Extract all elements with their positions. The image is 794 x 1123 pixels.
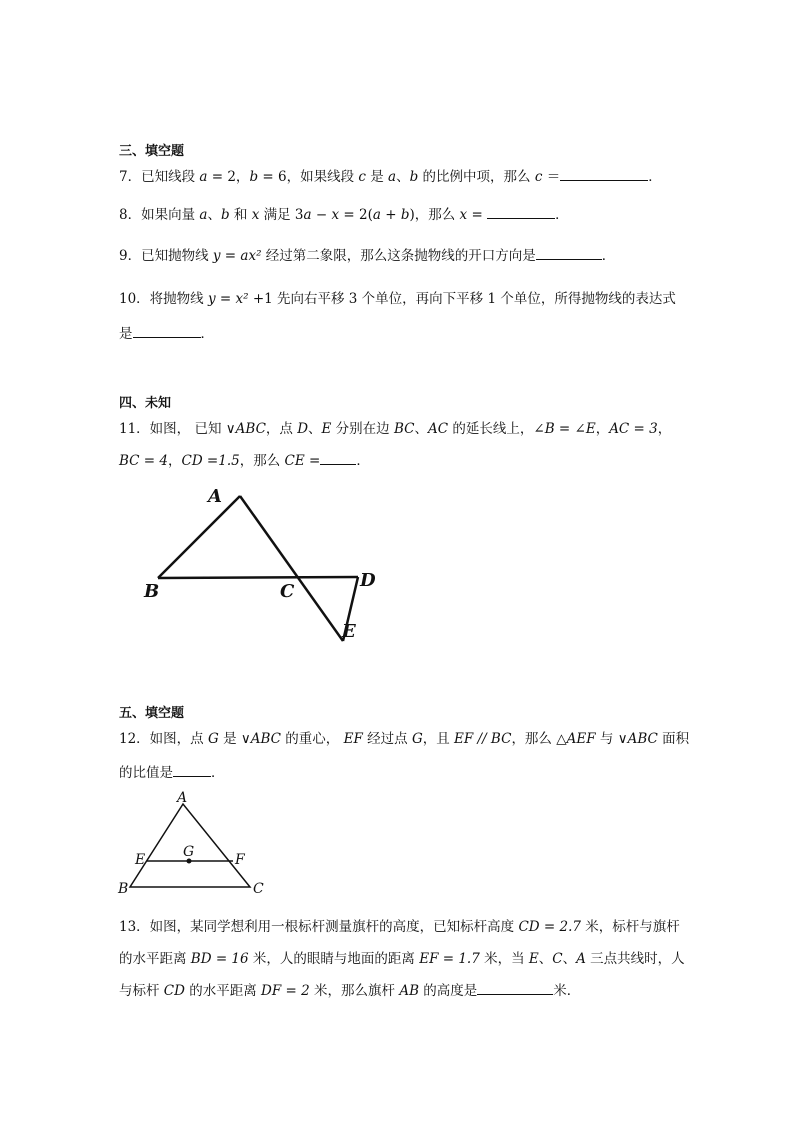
label-D: D [360,570,376,591]
answer-blank-12[interactable] [173,764,211,777]
question-11-line-1: 11．如图， 已知 ∨ABC，点 D、E 分别在边 BC、AC 的延长线上，∠B = ∠E，AC = 3， [119,421,672,437]
label-E: E [135,852,146,868]
figure-12 [115,790,275,900]
question-12-line-2: 的比值是 ． [119,765,225,781]
figure-11 [130,480,390,650]
question-13-line-3: 与标杆 CD 的水平距离 DF = 2 米，那么旗杆 AB 的高度是 米． [119,983,581,999]
answer-blank-9[interactable] [536,247,602,260]
label-A: A [177,790,188,806]
section-heading-5: 五、填空题 [119,706,185,721]
question-10-line-1: 10．将抛物线 y = x² +1 先向右平移 3 个单位，再向下平移 1 个单位，所得抛物线的表达式 [119,291,676,307]
question-13-line-1: 13．如图，某同学想利用一根标杆测量旗杆的高度，已知标杆高度 CD = 2.7 米，标杆与旗杆 [119,919,680,935]
label-A: A [208,486,222,507]
label-C: C [253,881,264,897]
question-7: 7．已知线段 a = 2，b = 6，如果线段 c 是 a、b 的比例中项，那么 c ＝ ． [119,169,662,185]
question-9: 9．已知抛物线 y = ax² 经过第二象限，那么这条抛物线的开口方向是 ． [119,248,616,264]
label-C: C [280,581,295,602]
answer-blank-7[interactable] [560,168,648,181]
question-13-line-2: 的水平距离 BD = 16 米，人的眼睛与地面的距离 EF = 1.7 米，当 E、C、A 三点共线时，人 [119,951,685,967]
label-E: E [342,621,356,642]
answer-blank-10[interactable] [133,325,201,338]
answer-blank-13[interactable] [477,982,553,995]
question-8: 8．如果向量 a、b 和 x 满足 3a − x = 2(a + b)，那么 x = ． [119,207,569,223]
label-F: F [235,852,245,868]
question-10-line-2: 是 ． [119,326,214,342]
label-B: B [144,581,160,602]
answer-blank-11[interactable] [320,452,356,465]
section-heading-3: 三、填空题 [119,144,185,159]
label-B: B [118,881,129,897]
figure-11-lines [158,496,358,641]
section-heading-4: 四、未知 [119,396,172,411]
question-12-line-1: 12．如图，点 G 是 ∨ABC 的重心， EF 经过点 G，且 EF // BC，那么 △AEF 与 ∨ABC 面积 [119,731,690,747]
label-G: G [183,844,195,860]
question-11-line-2: BC = 4，CD =1.5，那么 CE = ． [119,453,370,469]
answer-blank-8[interactable] [487,206,555,219]
